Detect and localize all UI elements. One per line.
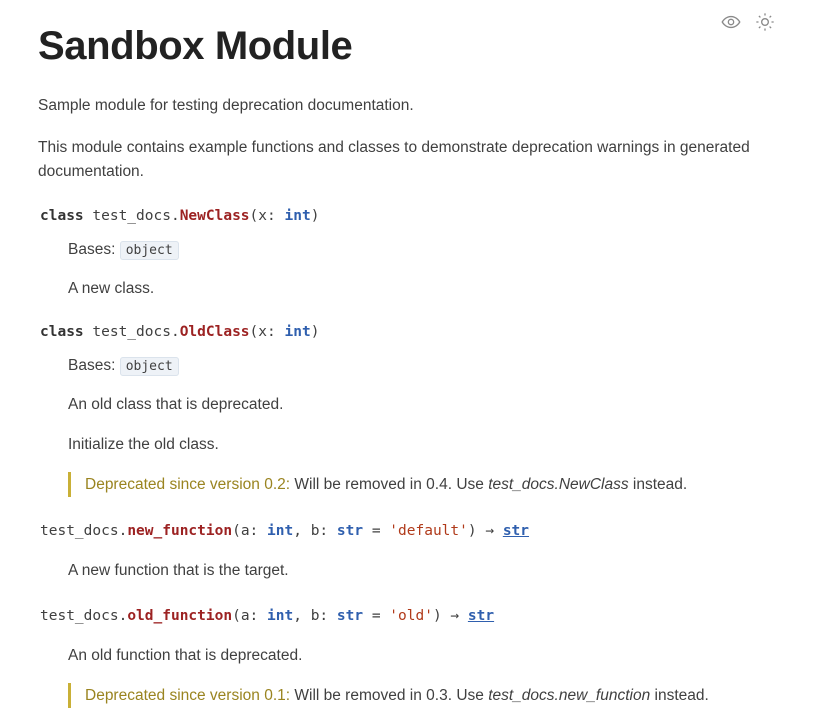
api-entry-newclass	[38, 206, 775, 300]
brightness-icon[interactable]	[755, 12, 775, 32]
entry-description: An old class that is deprecated.	[68, 396, 284, 414]
deprecation-replacement: test_docs.NewClass	[488, 475, 629, 493]
param-default-value: 'old'	[389, 608, 433, 625]
param-default-eq: =	[363, 608, 390, 625]
signature-old-function	[40, 606, 775, 628]
signature-newclass	[40, 206, 775, 228]
close-paren: )	[432, 608, 442, 625]
api-entry-new-function	[38, 521, 775, 582]
space	[328, 608, 337, 624]
param-sep: ,	[293, 523, 311, 540]
param-name: x:	[258, 208, 276, 225]
param-type-a: int	[267, 608, 294, 625]
param-name-a: a:	[240, 608, 259, 625]
open-paren: (	[232, 608, 241, 625]
return-arrow: →	[450, 608, 460, 625]
open-paren: (	[249, 324, 259, 341]
return-type: str	[467, 608, 495, 625]
entry-description-init: Initialize the old class.	[68, 435, 219, 453]
space	[459, 608, 468, 624]
eye-icon[interactable]	[721, 12, 741, 32]
return-type: str	[502, 523, 530, 540]
class-name: OldClass	[179, 324, 250, 341]
bases-label: Bases:	[68, 240, 116, 258]
corner-icon-group	[721, 12, 775, 32]
close-paren: )	[310, 208, 320, 225]
deprecation-lead: Deprecated since version 0.2:	[85, 475, 291, 493]
page-title: Sandbox Module	[38, 24, 353, 68]
space	[258, 608, 267, 624]
entry-description: A new class.	[68, 280, 155, 298]
entry-body	[68, 559, 775, 582]
space	[494, 523, 503, 539]
base-class: object	[120, 241, 179, 260]
entry-description: A new function that is the target.	[68, 561, 289, 579]
space	[258, 523, 267, 539]
signature-oldclass	[40, 322, 775, 344]
close-paren: )	[310, 324, 320, 341]
function-name: old_function	[127, 608, 233, 625]
class-name: NewClass	[179, 208, 250, 225]
param-name: x:	[258, 324, 276, 341]
deprecation-notice	[68, 472, 775, 497]
param-name-b: b:	[310, 608, 329, 625]
deprecation-lead: Deprecated since version 0.1:	[85, 687, 291, 705]
module-name: test_docs.	[92, 208, 180, 225]
entry-body	[68, 354, 775, 497]
deprecation-text-before: Will be removed in 0.4. Use	[290, 475, 489, 493]
class-keyword: class	[40, 208, 84, 225]
param-name-b: b:	[310, 523, 329, 540]
function-name: new_function	[127, 523, 233, 540]
signature-new-function	[40, 521, 775, 543]
module-name: test_docs.	[92, 324, 180, 341]
deprecation-notice	[68, 683, 775, 708]
deprecation-text-after: instead.	[650, 687, 709, 705]
param-type-b: str	[336, 608, 364, 625]
bases-line	[68, 354, 775, 377]
param-default-value: 'default'	[389, 523, 468, 540]
module-summary: Sample module for testing deprecation documentation.	[38, 97, 414, 114]
open-paren: (	[249, 208, 259, 225]
param-type-b: str	[336, 523, 364, 540]
param-type: int	[284, 324, 311, 341]
base-class: object	[120, 357, 179, 376]
entry-body	[68, 238, 775, 301]
open-paren: (	[232, 523, 241, 540]
api-entry-old-function	[38, 606, 775, 708]
return-arrow: →	[485, 523, 495, 540]
module-description: This module contains example functions and classes to demonstrate deprecation warnings in generated documentation.	[38, 139, 750, 181]
space	[328, 523, 337, 539]
param-default-eq: =	[363, 523, 390, 540]
param-name-a: a:	[240, 523, 259, 540]
close-paren: )	[467, 523, 477, 540]
bases-line	[68, 238, 775, 261]
api-entry-oldclass	[38, 322, 775, 497]
class-keyword: class	[40, 324, 84, 341]
module-name: test_docs.	[40, 608, 128, 625]
module-name: test_docs.	[40, 523, 128, 540]
deprecation-text-after: instead.	[628, 475, 688, 493]
bases-label: Bases:	[68, 357, 116, 375]
entry-description: An old function that is deprecated.	[68, 646, 303, 664]
param-type-a: int	[267, 523, 294, 540]
deprecation-replacement: test_docs.new_function	[488, 687, 651, 705]
param-sep: ,	[293, 608, 311, 625]
param-type: int	[284, 208, 311, 225]
deprecation-text-before: Will be removed in 0.3. Use	[290, 687, 489, 705]
